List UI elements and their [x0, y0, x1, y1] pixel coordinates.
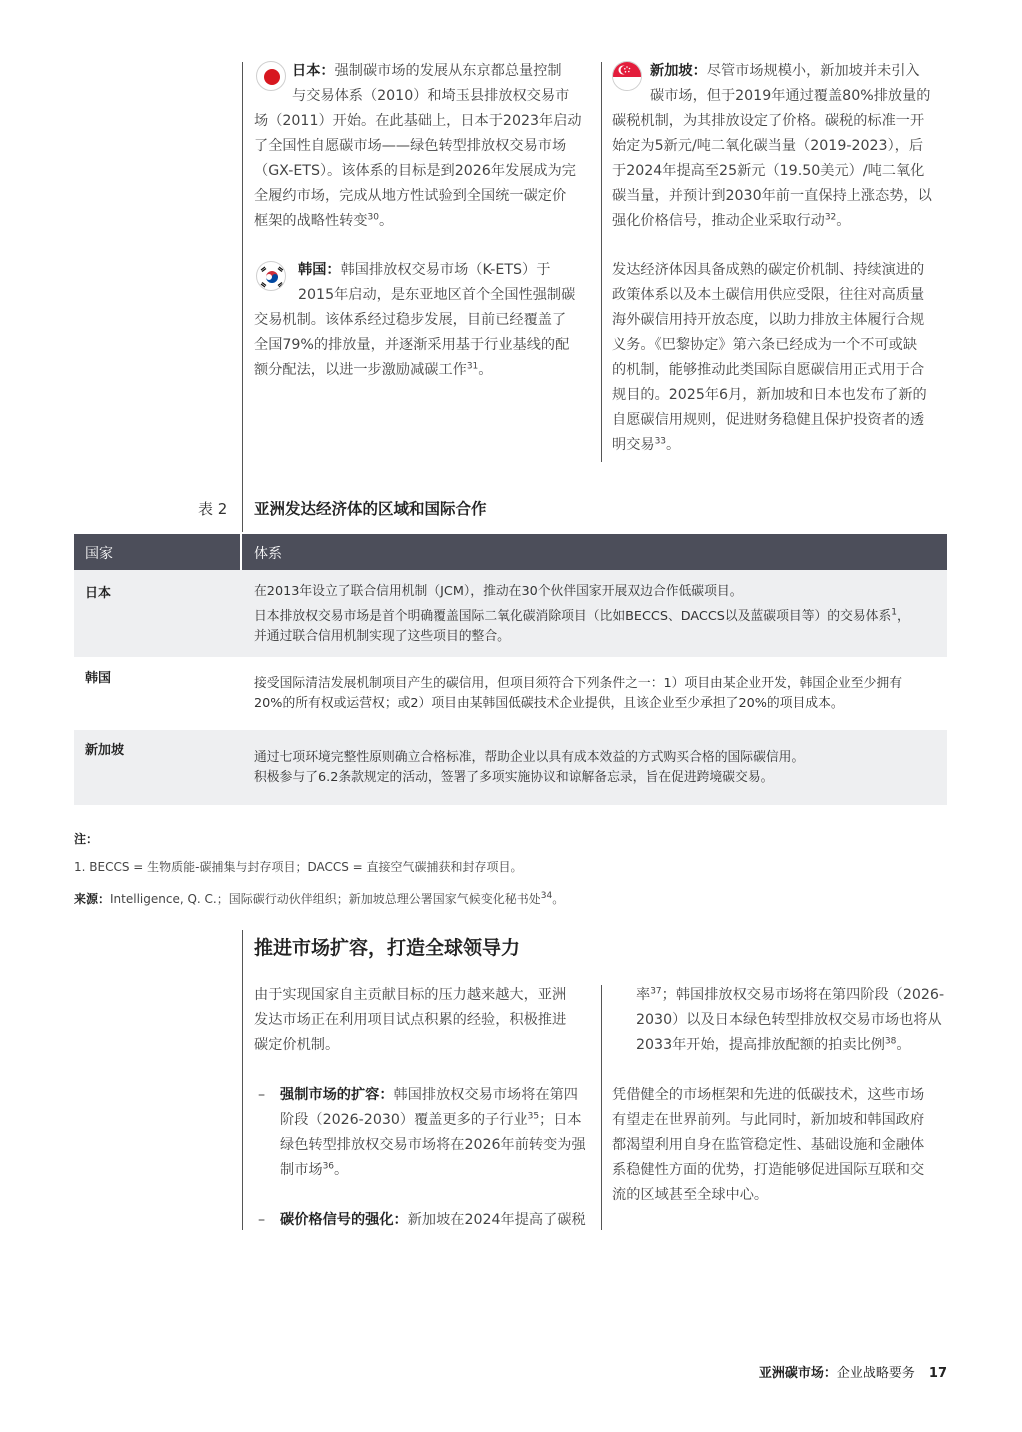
table-header [74, 534, 947, 570]
page-number: 17 [928, 1366, 947, 1381]
section-title: 推进市场扩容，打造全球领导力 [254, 937, 521, 959]
singapore-label: 新加坡： [650, 63, 707, 79]
table-cell-country: 新加坡 [85, 743, 125, 758]
bullet-market-expansion: – 强制市场的扩容：韩国排放权交易市场将在第四 阶段（2026-2030）覆盖更多的子行业$^{35}$；日本 绿色转型排放权交易市场将在2026年前转变为强 制市场$^{36}$。 [258, 1083, 592, 1183]
table-row-singapore: 新加坡 通过七项环境完整性原则确立合格标准，帮助企业以具有成本效益的方式购买合格的国际碳信用。 积极参与了6.2条款规定的活动，签署了多项实施协议和谅解备忘录，旨在促进跨境碳交易。 [74, 730, 947, 805]
korea-paragraph: 韩国：韩国排放权交易市场（K-ETS）于 2015年启动，是东亚地区首个全国性强制碳 交易机制。该体系经过稳步发展，目前已经覆盖了 全国79%的排放量，并逐渐采用基于行业基线的配 额分配法，以进一步激励减碳工作$^{31}$。 [254, 262, 576, 378]
section-right-paragraph: 凭借健全的市场框架和先进的低碳技术，这些市场 有望走在世界前列。与此同时，新加坡和韩国政府 都渴望利用自身在监管稳定性、基础设施和金融体 系稳健性方面的优势，打造能够促进国际互联和交 流的区域甚至全球中心。 [612, 1087, 925, 1203]
bullet-dash: – [258, 1212, 266, 1228]
section-intro-paragraph: 由于实现国家自主贡献目标的压力越来越大，亚洲 发达市场正在利用项目试点积累的经验，积极推进 碳定价机制。 [254, 987, 567, 1053]
table-cell-country: 日本 [85, 586, 112, 601]
bullet-carbon-price: – 碳价格信号的强化：新加坡在2024年提高了碳税 [258, 1208, 592, 1233]
korea-label: 韩国： [298, 262, 341, 278]
footer-title-bold: 亚洲碳市场： [758, 1366, 837, 1381]
japan-label: 日本： [292, 63, 335, 79]
notes-label: 注： [74, 832, 99, 846]
bullet-label: 强制市场的扩容： [280, 1087, 394, 1103]
footer-title: 企业战略要务 [836, 1366, 915, 1381]
bullet-dash: – [258, 1087, 266, 1103]
table-header-country: 国家 [85, 546, 113, 562]
section-right-continuation: 率$^{37}$；韩国排放权交易市场将在第四阶段（2026- 2030）以及日本绿色转型排放权交易市场也将从 2033年开始，提高排放配额的拍卖比例$^{38}$。 [636, 986, 945, 1053]
source-line: 来源：Intelligence, Q. C.；国际碳行动伙伴组织；新加坡总理公署国家气候变化秘书处$^{34}$。 [74, 891, 565, 906]
table-header-system: 体系 [254, 546, 282, 562]
note-1: 1. BECCS = 生物质能-碳捕集与封存项目；DACCS = 直接空气碳捕获和封存项目。 [74, 860, 523, 874]
column-rule-top-middle [601, 62, 602, 462]
table-row-japan: 日本 在2013年设立了联合信用机制（JCM），推动在30个伙伴国家开展双边合作低碳项目。 日本排放权交易市场是首个明确覆盖国际二氧化碳消除项目（比如BECCS、DACCS以及蓝碳项目等）的交易体系$^1$， 并通过联合信用机制实现了这些项目的整合。 [74, 570, 947, 657]
table-cell-country: 韩国 [85, 671, 112, 686]
page-footer [759, 1362, 947, 1381]
singapore-paragraph: 新加坡：尽管市场规模小，新加坡并未引入 碳市场，但于2019年通过覆盖80%排放量的 碳税机制，为其排放设定了价格。碳税的标准一开 始定为5新元/吨二氧化碳当量（2019-2023），后 于2024年提高至25新元（19.50美元）/吨二氧化 碳当量，并预计到2030年前一直保持上涨态势，以 强化价格信号，推动企业采取行动$^{32}$。 [612, 63, 932, 229]
table-label: 表 2 [198, 500, 228, 518]
table-title: 亚洲发达经济体的区域和国际合作 [254, 500, 487, 518]
japan-paragraph: 日本：强制碳市场的发展从东京都总量控制 与交易体系（2010）和埼玉县排放权交易市 场（2011）开始。在此基础上，日本于2023年启动 了全国性自愿碳市场——绿色转型排放权交易市场 （GX-ETS）。该体系的目标是到2026年发展成为完 全履约市场，完成从地方性试验到全国统一碳定价 框架的战略性转变$^{30}$。 [254, 63, 582, 229]
column-rule-bottom-middle [601, 985, 602, 1230]
table-row-korea: 韩国 接受国际清洁发展机制项目产生的碳信用，但项目须符合下列条件之一：1）项目由某企业开发，韩国企业至少拥有 20%的所有权或运营权；或2）项目由某韩国低碳技术企业提供，且该企业至少承担了20%的项目成本。 [74, 657, 947, 730]
bullet-label: 碳价格信号的强化： [280, 1212, 408, 1228]
developed-economies-paragraph: 发达经济体因具备成熟的碳定价机制、持续演进的 政策体系以及本土碳信用供应受限，往往对高质量 海外碳信用持开放态度，以助力排放主体履行合规 义务。《巴黎协定》第六条已经成为一个不可或缺 的机制，能够推动此类国际自愿碳信用正式用于合 规目的。2025年6月，新加坡和日本也发布了新的 自愿碳信用规则，促进财务稳健且保护投资者的透 明交易$^{33}$。 [612, 262, 927, 453]
column-rule-bottom-left [242, 930, 243, 1230]
column-rule-top-left [242, 62, 243, 532]
table-header-separator [240, 534, 242, 570]
